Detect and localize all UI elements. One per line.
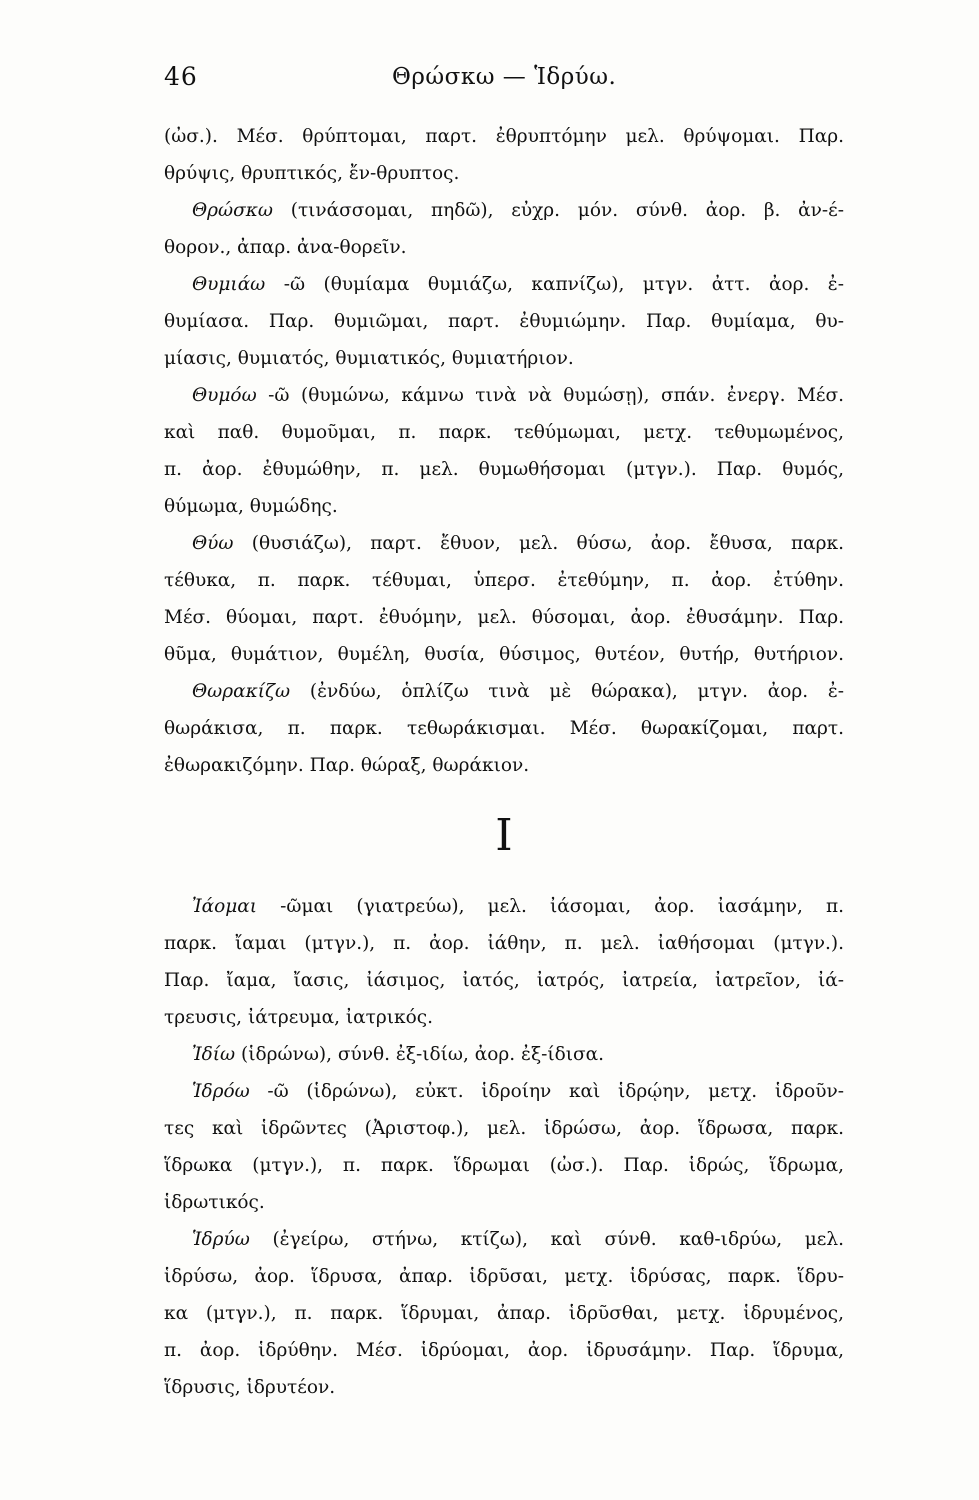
text-line — [164, 1369, 844, 1406]
line-text: -ῶμαι (γιατρεύω), μελ. ἰάσομαι, ἀορ. ἰασάμην, π. — [257, 896, 844, 917]
line-text: παρκ. ἴαμαι (μτγν.), π. ἀορ. ἰάθην, π. μελ. ἰαθήσομαι (μτγν.). — [164, 933, 844, 954]
line-text: καὶ παθ. θυμοῦμαι, π. παρκ. τεθύμωμαι, μετχ. τεθυμωμένος, — [164, 422, 844, 443]
line-text: μίασις, θυμιατός, θυμιατικός, θυμιατήριον. — [164, 348, 574, 369]
line-text: -ῶ (θυμίαμα θυμιάζω, καπνίζω), μτγν. ἀττ. ἀορ. ἐ- — [265, 274, 844, 295]
page-header — [164, 62, 844, 102]
text-line — [164, 999, 844, 1036]
text-line — [164, 888, 844, 925]
text-line — [164, 710, 844, 747]
entry-headword: Ἰάομαι — [192, 896, 258, 917]
entry-headword: Θυμιάω — [192, 274, 266, 295]
spacer — [164, 874, 844, 888]
text-line — [164, 155, 844, 192]
letter-heading: I — [495, 810, 513, 861]
section-theta-entries — [164, 118, 844, 784]
text-line — [164, 340, 844, 377]
text-line — [164, 673, 844, 710]
text-line — [164, 1184, 844, 1221]
line-text: ἱδρωτικός. — [164, 1192, 265, 1213]
text-line — [164, 525, 844, 562]
line-text: θυμίασα. Παρ. θυμιῶμαι, παρτ. ἐθυμιώμην. Παρ. θυμίαμα, θυ- — [164, 311, 844, 332]
line-text: τέθυκα, π. παρκ. τέθυμαι, ὑπερσ. ἐτεθύμην, π. ἀορ. ἐτύθην. — [164, 570, 844, 591]
text-line — [164, 451, 844, 488]
text-line — [164, 303, 844, 340]
text-line — [164, 118, 844, 155]
spacer — [164, 784, 844, 798]
entry-headword: Ἰδίω — [192, 1044, 236, 1065]
text-line — [164, 562, 844, 599]
text-line — [164, 636, 844, 673]
text-line — [164, 1147, 844, 1184]
line-text: (ὠσ.). Μέσ. θρύπτομαι, παρτ. ἐθρυπτόμην μελ. θρύψομαι. Παρ. — [164, 126, 844, 147]
line-text: ἐθωρακιζόμην. Παρ. θώραξ, θωράκιον. — [164, 755, 530, 776]
text-line — [164, 925, 844, 962]
running-title: Θρώσκω — Ἱδρύω. — [392, 64, 617, 90]
text-line — [164, 414, 844, 451]
text-line — [164, 747, 844, 784]
line-text: Μέσ. θύομαι, παρτ. ἐθυόμην, μελ. θύσομαι, ἀορ. ἐθυσάμην. Παρ. — [164, 607, 844, 628]
line-text: θρύψις, θρυπτικός, ἔν-θρυπτος. — [164, 163, 460, 184]
line-text: θύμωμα, θυμώδης. — [164, 496, 338, 517]
page-number: 46 — [164, 62, 198, 91]
line-text: π. ἀορ. ἱδρύθην. Μέσ. ἱδρύομαι, ἀορ. ἱδρυσάμην. Παρ. ἵδρυμα, — [164, 1340, 844, 1361]
text-line — [164, 1221, 844, 1258]
entry-headword: Θρώσκω — [192, 200, 273, 221]
text-line — [164, 599, 844, 636]
line-text: π. ἀορ. ἐθυμώθην, π. μελ. θυμωθήσομαι (μτγν.). Παρ. θυμός, — [164, 459, 844, 480]
text-line — [164, 1073, 844, 1110]
section-iota-entries — [164, 888, 844, 1406]
line-text: ἵδρυσις, ἱδρυτέον. — [164, 1377, 336, 1398]
text-line — [164, 1036, 844, 1073]
line-text: κα (μτγν.), π. παρκ. ἵδρυμαι, ἀπαρ. ἱδρῦσθαι, μετχ. ἱδρυμένος, — [164, 1303, 844, 1324]
line-text: ἱδρύσω, ἀορ. ἵδρυσα, ἀπαρ. ἱδρῦσαι, μετχ. ἱδρύσας, παρκ. ἵδρυ- — [164, 1266, 844, 1287]
line-text: -ῶ (θυμώνω, κάμνω τινὰ νὰ θυμώσῃ), σπάν. ἐνεργ. Μέσ. — [256, 385, 844, 406]
text-line — [164, 229, 844, 266]
entry-headword: Ἱδρύω — [192, 1229, 250, 1250]
text-line — [164, 1295, 844, 1332]
entry-headword: Θυμόω — [192, 385, 257, 406]
entry-headword: Θωρακίζω — [192, 681, 291, 702]
dictionary-text — [164, 118, 844, 1406]
line-text: Παρ. ἴαμα, ἴασις, ἰάσιμος, ἰατός, ἰατρός, ἰατρεία, ἰατρεῖον, ἰά- — [164, 970, 844, 991]
text-line — [164, 962, 844, 999]
entry-headword: Ἱδρόω — [192, 1081, 250, 1102]
line-text: -ῶ (ἱδρώνω), εὐκτ. ἱδροίην καὶ ἱδρῴην, μετχ. ἱδροῦν- — [249, 1081, 844, 1102]
text-line — [164, 488, 844, 525]
line-text: (ἐγείρω, στήνω, κτίζω), καὶ σύνθ. καθ-ιδρύω, μελ. — [249, 1229, 844, 1250]
line-text: θορον., ἀπαρ. ἀνα-θορεῖν. — [164, 237, 407, 258]
line-text: τρευσις, ἰάτρευμα, ἰατρικός. — [164, 1007, 433, 1028]
text-line — [164, 377, 844, 414]
text-line — [164, 266, 844, 303]
entry-headword: Θύω — [192, 533, 234, 554]
line-text: τες καὶ ἱδρῶντες (Ἀριστοφ.), μελ. ἱδρώσω, ἀορ. ἵδρωσα, παρκ. — [164, 1118, 844, 1139]
line-text: (τινάσσομαι, πηδῶ), εὐχρ. μόν. σύνθ. ἀορ. β. ἀν-έ- — [272, 200, 844, 221]
text-line — [164, 1110, 844, 1147]
line-text: (ἱδρώνω), σύνθ. ἐξ-ιδίω, ἀορ. ἐξ-ίδισα. — [235, 1044, 605, 1065]
line-text: (ἐνδύω, ὁπλίζω τινὰ μὲ θώρακα), μτγν. ἀορ. ἐ- — [290, 681, 844, 702]
line-text: ἵδρωκα (μτγν.), π. παρκ. ἵδρωμαι (ὠσ.). Παρ. ἱδρώς, ἵδρωμα, — [164, 1155, 844, 1176]
text-line — [164, 192, 844, 229]
text-line — [164, 1332, 844, 1369]
line-text: (θυσιάζω), παρτ. ἔθυον, μελ. θύσω, ἀορ. ἔθυσα, παρκ. — [233, 533, 844, 554]
line-text: θωράκισα, π. παρκ. τεθωράκισμαι. Μέσ. θωρακίζομαι, παρτ. — [164, 718, 844, 739]
text-line — [164, 1258, 844, 1295]
line-text: θῦμα, θυμάτιον, θυμέλη, θυσία, θύσιμος, θυτέον, θυτήρ, θυτήριον. — [164, 644, 844, 665]
